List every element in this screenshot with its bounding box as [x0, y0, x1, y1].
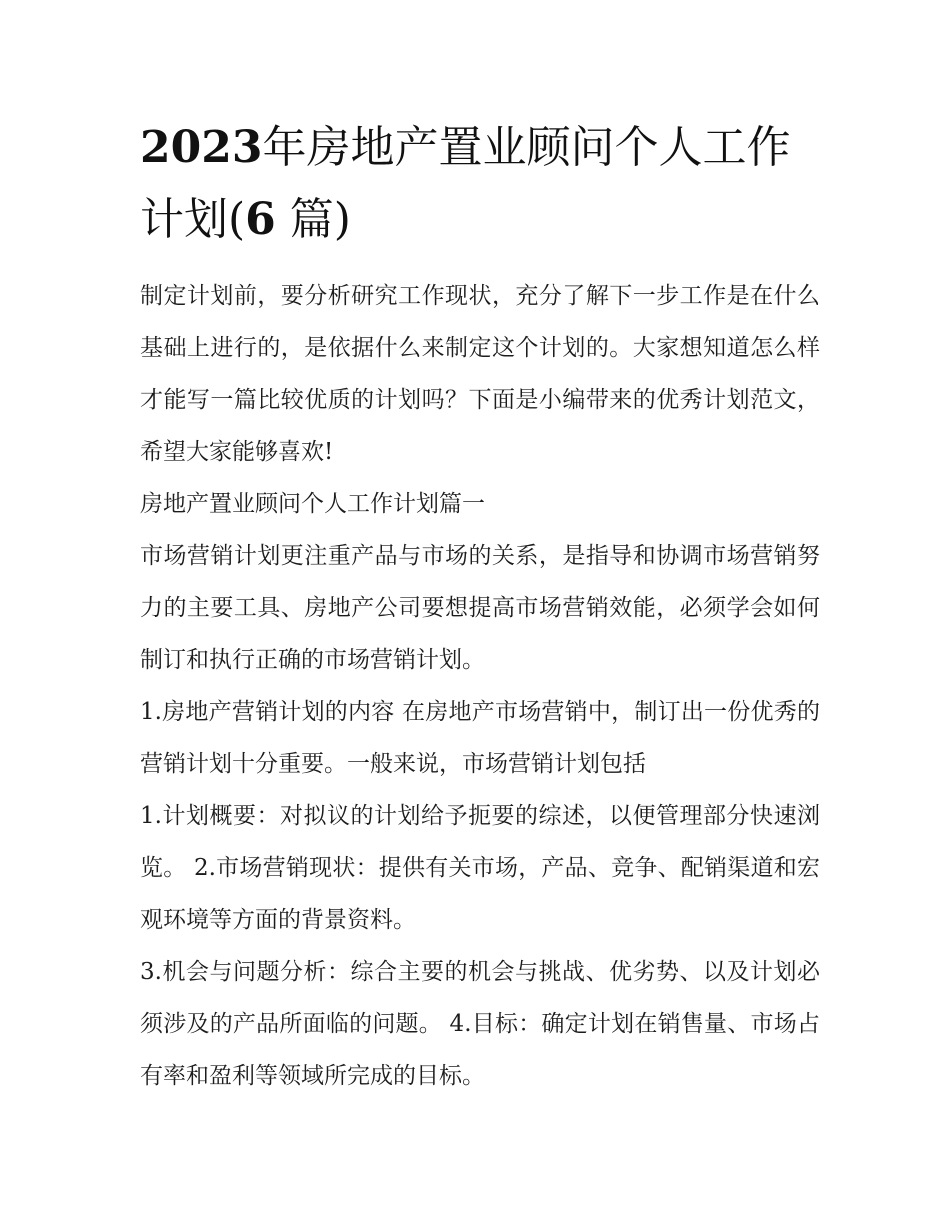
document-body	[140, 112, 820, 1102]
body-paragraph: 1.房地产营销计划的内容 在房地产市场营销中，制订出一份优秀的营销计划十分重要。一般来说，市场营销计划包括	[140, 699, 820, 777]
body-paragraph: 市场营销计划更注重产品与市场的关系，是指导和协调市场营销努力的主要工具、房地产公司要想提高市场营销效能，必须学会如何制订和执行正确的市场营销计划。	[140, 543, 820, 673]
body-paragraph: 3.机会与问题分析：综合主要的机会与挑战、优劣势、以及计划必须涉及的产品所面临的问题。 4.目标：确定计划在销售量、市场占有率和盈利等领域所完成的目标。	[140, 959, 820, 1089]
document-title	[140, 112, 820, 256]
title-year: 2023	[140, 122, 263, 173]
title-suffix: 篇)	[275, 194, 351, 245]
body-paragraph: 1.计划概要：对拟议的计划给予扼要的综述，以便管理部分快速浏览。 2.市场营销现状：提供有关市场，产品、竞争、配销渠道和宏观环境等方面的背景资料。	[140, 803, 820, 933]
section-heading: 房地产置业顾问个人工作计划篇一	[140, 491, 485, 517]
intro-paragraph: 制定计划前，要分析研究工作现状，充分了解下一步工作是在什么基础上进行的，是依据什么来制定这个计划的。大家想知道怎么样才能写一篇比较优质的计划吗？下面是小编带来的优秀计划范文，希望大家能够喜欢!	[140, 283, 820, 465]
title-count: 6	[245, 194, 276, 245]
title-text: 年房地产置业顾问个人工作计划(	[140, 122, 791, 245]
